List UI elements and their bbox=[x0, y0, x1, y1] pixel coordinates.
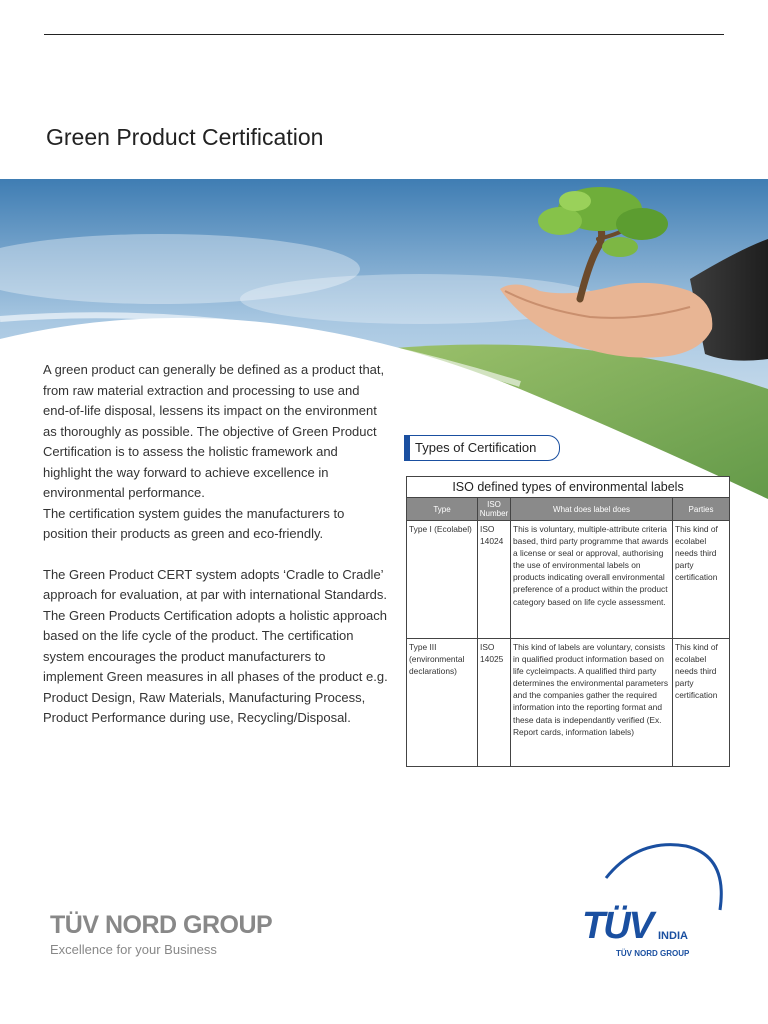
intro-text bbox=[43, 360, 388, 729]
header-iso-number: ISO Number bbox=[478, 498, 511, 521]
cell-description: This kind of labels are voluntary, consists in qualified product information based on life cycleimpacts. A qualified third party determines the environmental parameters and the companies gather the required information into the reporting format and these data is independantly verified (Ex. Report cards, information labels) bbox=[511, 639, 673, 767]
logo-group: TÜV NORD GROUP bbox=[616, 949, 690, 958]
intro-paragraph-3: The Green Product CERT system adopts ‘Cradle to Cradle’ approach for evaluation, at par with international Standards. The Green Products Certification adopts a holistic approach based on the life cycle of the product. The certification system encourages the product manufacturers to implement Green measures in all phases of the product e.g. Product Design, Raw Materials, Manufacturing Process, Product Performance during use, Recycling/Disposal. bbox=[43, 566, 388, 725]
logo-arc bbox=[606, 845, 721, 910]
tuv-nord-group-wordmark bbox=[50, 910, 272, 957]
header-parties: Parties bbox=[673, 498, 730, 521]
cell-type: Type III (environmental declarations) bbox=[407, 639, 478, 767]
cell-parties: This kind of ecolabel needs third party certification bbox=[673, 521, 730, 639]
cell-iso: ISO 14024 bbox=[478, 521, 511, 639]
iso-labels-table bbox=[406, 476, 730, 767]
cell-iso: ISO 14025 bbox=[478, 639, 511, 767]
footer-tagline: Excellence for your Business bbox=[50, 942, 217, 957]
table-row bbox=[407, 521, 730, 639]
top-rule bbox=[44, 34, 724, 35]
footer-brand: TÜV NORD GROUP bbox=[50, 911, 273, 939]
section-heading-types-of-certification: Types of Certification bbox=[404, 435, 560, 461]
table-caption: ISO defined types of environmental labels bbox=[407, 477, 730, 498]
table-row bbox=[407, 639, 730, 767]
cell-description: This is voluntary, multiple-attribute criteria based, third party programme that awards a license or seal or approval, authorising the use of environmental labels on products indicating overall environmental preference of a product within the product category based on life cycle assessment. bbox=[511, 521, 673, 639]
cell-parties: This kind of ecolabel needs third party certification bbox=[673, 639, 730, 767]
header-type: Type bbox=[407, 498, 478, 521]
table-header-row bbox=[407, 498, 730, 521]
header-what-label-does: What does label does bbox=[511, 498, 673, 521]
intro-paragraph-1: A green product can generally be defined as a product that, from raw material extraction and processing to use and end-of-life disposal, lessens its impact on the environment as thoroughly as possible. The objective of Green Product Certification is to assess the holistic framework and highlight the way forward to achieve excellence in environmental performance. bbox=[43, 362, 385, 500]
intro-paragraph-2: The certification system guides the manufacturers to position their products as green and eco-friendly. bbox=[43, 505, 345, 541]
cell-type: Type I (Ecolabel) bbox=[407, 521, 478, 639]
page-title: Green Product Certification bbox=[46, 124, 324, 150]
logo-region: INDIA bbox=[658, 930, 688, 942]
logo-mark: TÜV bbox=[582, 905, 652, 947]
tuv-india-logo bbox=[578, 838, 728, 963]
